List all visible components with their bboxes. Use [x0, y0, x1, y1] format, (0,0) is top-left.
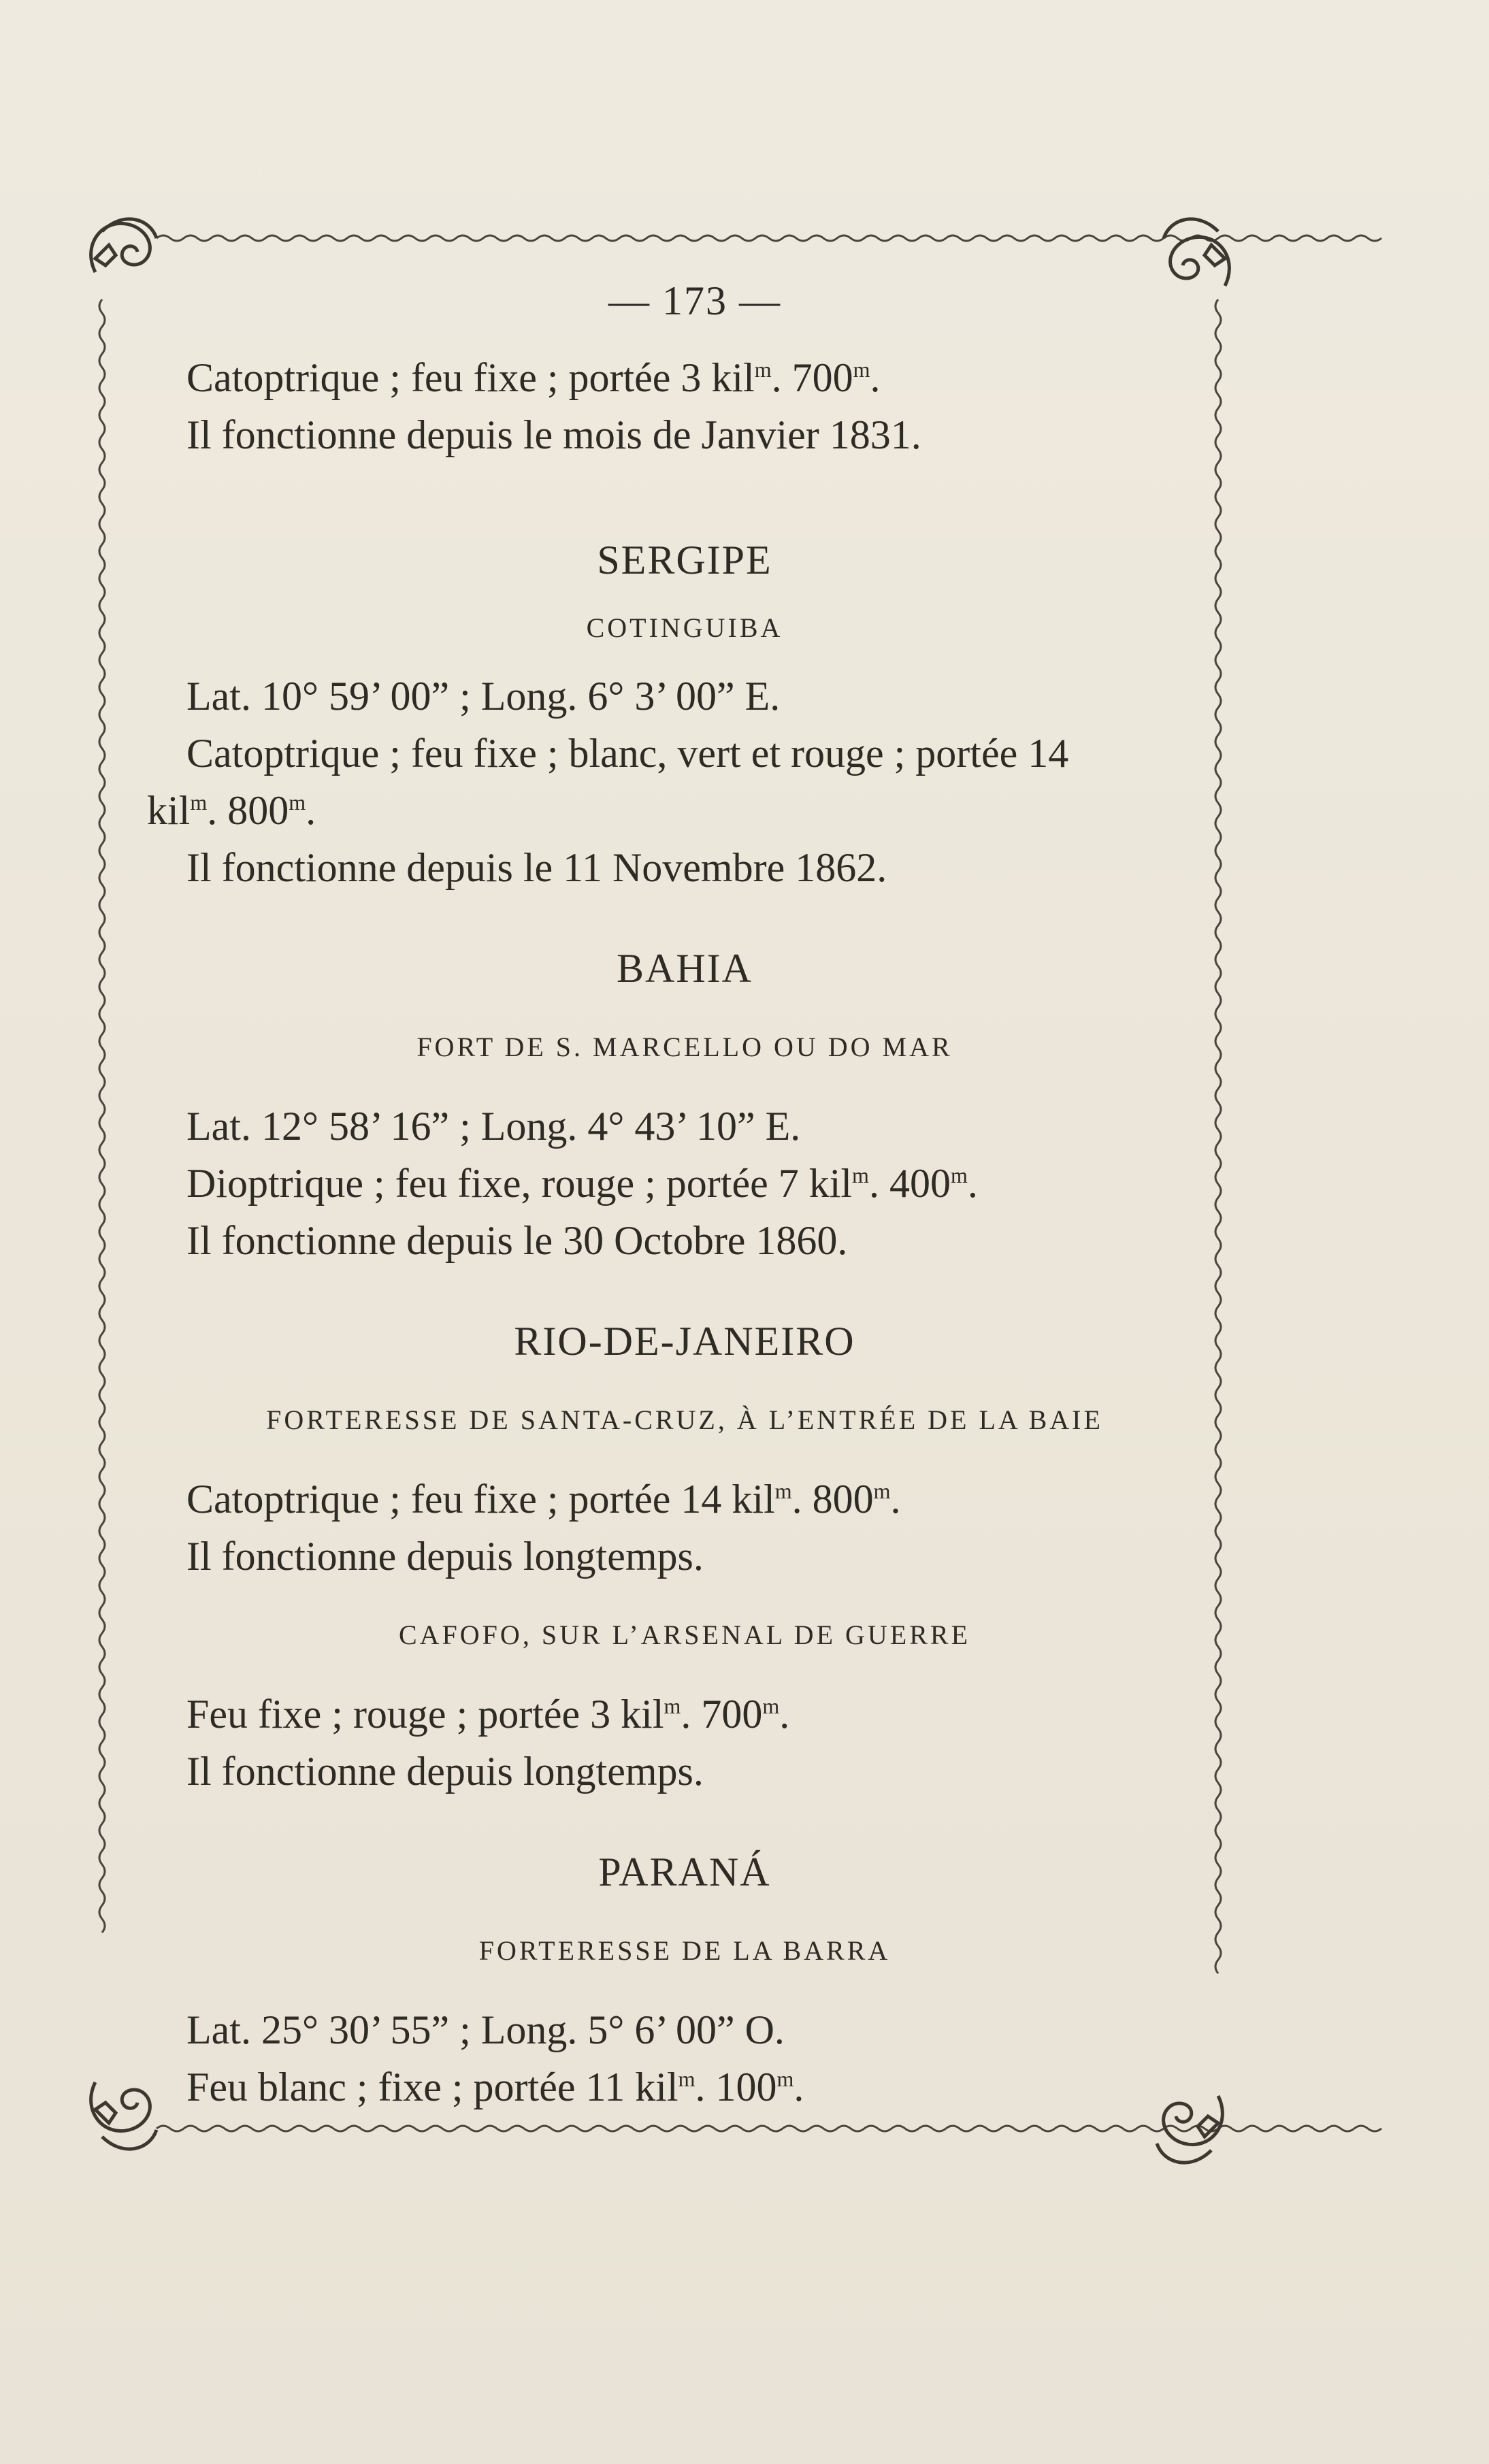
section-title-parana: PARANÁ: [598, 1850, 771, 1894]
corner-ornament-top-left: [91, 219, 157, 272]
text-line: Catoptrique ; feu fixe ; portée 14 kil$^m$. 800$^m$.: [186, 1477, 901, 1522]
text-line: Feu fixe ; rouge ; portée 3 kil$^m$. 700$^m$.: [186, 1692, 790, 1737]
latitude-line: Lat. 12° 58’ 16” ; Long. 4° 43’ 10” E.: [186, 1104, 801, 1149]
text-line: Il fonctionne depuis le 11 Novembre 1862.: [186, 845, 887, 890]
frame-left-wave: [99, 299, 105, 1933]
section-title-sergipe: SERGIPE: [597, 538, 772, 582]
corner-ornament-bottom-left: [91, 2082, 157, 2149]
text-line: Il fonctionne depuis longtemps.: [186, 1534, 704, 1579]
text-line: kil$^m$. 800$^m$.: [147, 788, 316, 833]
text-line: Il fonctionne depuis le mois de Janvier 1831.: [186, 412, 921, 457]
text-line: Catoptrique ; feu fixe ; portée 3 kil$^m$. 700$^m$.: [186, 355, 881, 400]
text-line: Feu blanc ; fixe ; portée 11 kil$^m$. 100$^m$.: [186, 2065, 804, 2109]
page-number: — 173 —: [608, 278, 781, 323]
section-title-rio: RIO-DE-JANEIRO: [514, 1319, 855, 1364]
frame-right-wave: [1215, 299, 1221, 1973]
page-content: [147, 278, 1188, 2116]
corner-ornament-top-right: [1164, 219, 1229, 286]
latitude-line: Lat. 25° 30’ 55” ; Long. 5° 6’ 00” O.: [186, 2007, 785, 2052]
section-subtitle-fort: FORT DE S. MARCELLO OU DO MAR: [416, 1032, 953, 1062]
section-subtitle-cotinguiba: COTINGUIBA: [586, 612, 783, 643]
text-line: Catoptrique ; feu fixe ; blanc, vert et rouge ; portée 14: [186, 731, 1069, 776]
section-subtitle-barra: FORTERESSE DE LA BARRA: [478, 1935, 891, 1966]
section-subtitle-cafofo: CAFOFO, SUR L’ARSENAL DE GUERRE: [398, 1620, 970, 1650]
text-line: Il fonctionne depuis longtemps.: [186, 1749, 704, 1794]
section-subtitle-santa-cruz: FORTERESSE DE SANTA-CRUZ, À L’ENTRÉE DE LA BAIE: [266, 1405, 1103, 1435]
section-title-bahia: BAHIA: [617, 946, 753, 991]
text-line: Il fonctionne depuis le 30 Octobre 1860.: [186, 1218, 848, 1263]
text-line: Dioptrique ; feu fixe, rouge ; portée 7 kil$^m$. 400$^m$.: [186, 1161, 978, 1206]
latitude-line: Lat. 10° 59’ 00” ; Long. 6° 3’ 00” E.: [186, 674, 781, 719]
